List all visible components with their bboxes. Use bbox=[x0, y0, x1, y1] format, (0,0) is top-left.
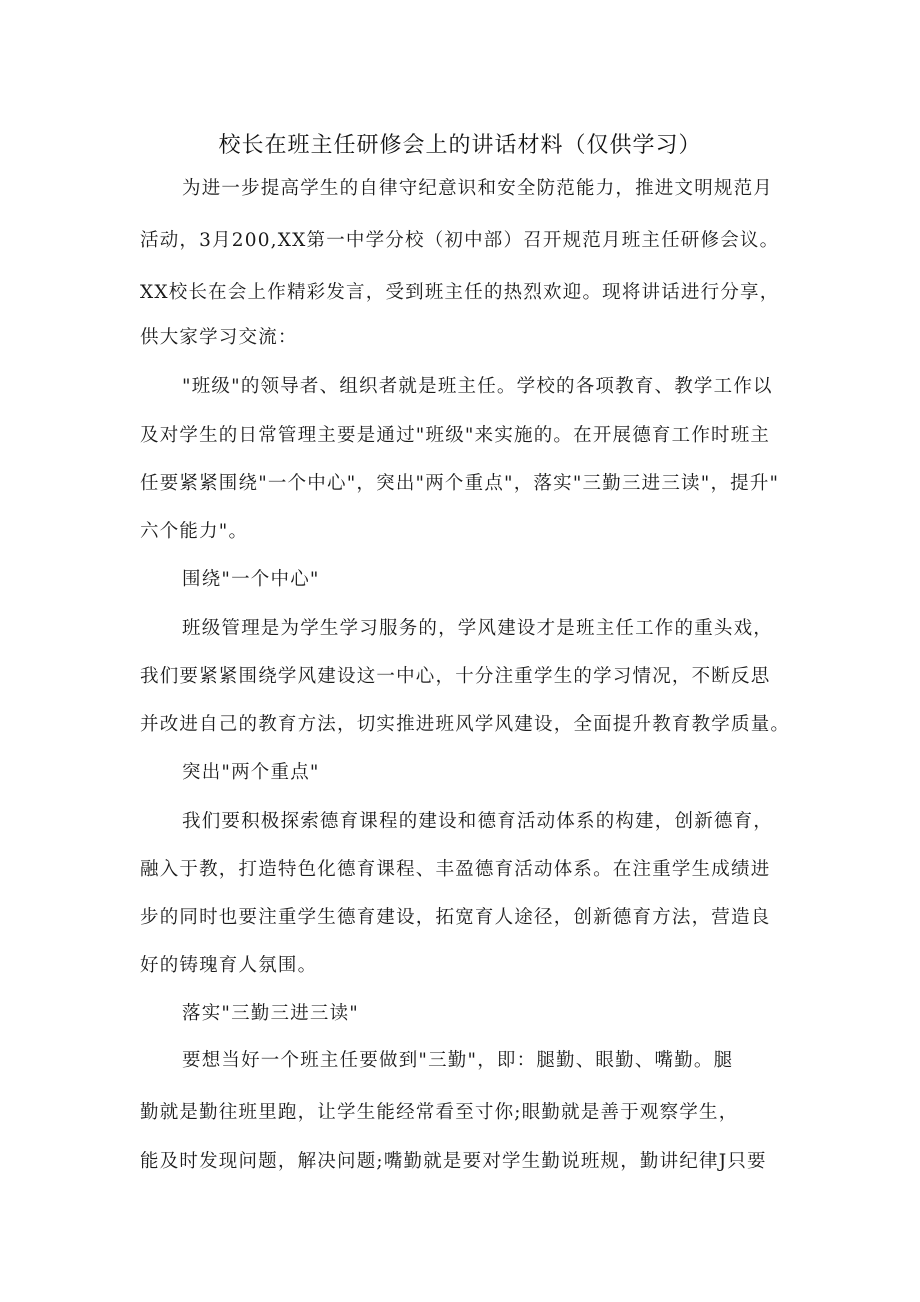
paragraph-line: 任要紧紧围绕"一个中心"，突出"两个重点"，落实"三勤三进三读"，提升" bbox=[140, 473, 780, 494]
paragraph-line: 我们要积极探索德育课程的建设和德育活动体系的构建，创新德育， bbox=[182, 811, 774, 832]
section-heading: 突出"两个重点" bbox=[182, 762, 320, 783]
paragraph-line: 六个能力"。 bbox=[140, 521, 249, 542]
paragraph-line: 为进一步提高学生的自律守纪意识和安全防范能力，推进文明规范月 bbox=[182, 178, 774, 199]
paragraph-line: 好的铸瑰育人氛围。 bbox=[140, 955, 318, 976]
section-heading: 围绕"一个中心" bbox=[182, 569, 320, 590]
paragraph-line: 要想当好一个班主任要做到"三勤"，即：腿勤、眼勤、嘴勤。腿 bbox=[182, 1050, 734, 1071]
paragraph-line: 及对学生的日常管理主要是通过"班级"来实施的。在开展德育工作时班主 bbox=[140, 425, 771, 446]
paragraph-line: XX校长在会上作精彩发言，受到班主任的热烈欢迎。现将讲话进行分享， bbox=[140, 282, 780, 303]
section-heading: 落实"三勤三进三读" bbox=[182, 1003, 360, 1024]
paragraph-line: 供大家学习交流： bbox=[140, 327, 298, 348]
paragraph-line: 勤就是勤往班里跑，让学生能经常看至寸你;眼勤就是善于观察学生， bbox=[140, 1102, 739, 1123]
paragraph-line: 能及时发现问题，解决问题;嘴勤就是要对学生勤说班规，勤讲纪律J只要 bbox=[140, 1151, 767, 1172]
paragraph-line: 步的同时也要注重学生德育建设，拓宽育人途径，创新德育方法，营造良 bbox=[140, 907, 771, 928]
paragraph-line: 活动，3月200,XX第一中学分校（初中部）召开规范月班主任研修会议。 bbox=[140, 230, 780, 251]
document-title: 校长在班主任研修会上的讲话材料（仅供学习） bbox=[218, 133, 702, 158]
paragraph-line: "班级"的领导者、组织者就是班主任。学校的各项教育、教学工作以 bbox=[182, 376, 773, 397]
paragraph-line: 融入于教，打造特色化德育课程、丰盈德育活动体系。在注重学生成绩进 bbox=[140, 859, 771, 880]
paragraph-line: 并改进自己的教育方法，切实推进班风学风建设，全面提升教育教学质量。 bbox=[140, 714, 791, 735]
paragraph-line: 我们要紧紧围绕学风建设这一中心，十分注重学生的学习情况，不断反思 bbox=[140, 666, 771, 687]
paragraph-line: 班级管理是为学生学习服务的，学风建设才是班主任工作的重头戏， bbox=[182, 618, 774, 639]
